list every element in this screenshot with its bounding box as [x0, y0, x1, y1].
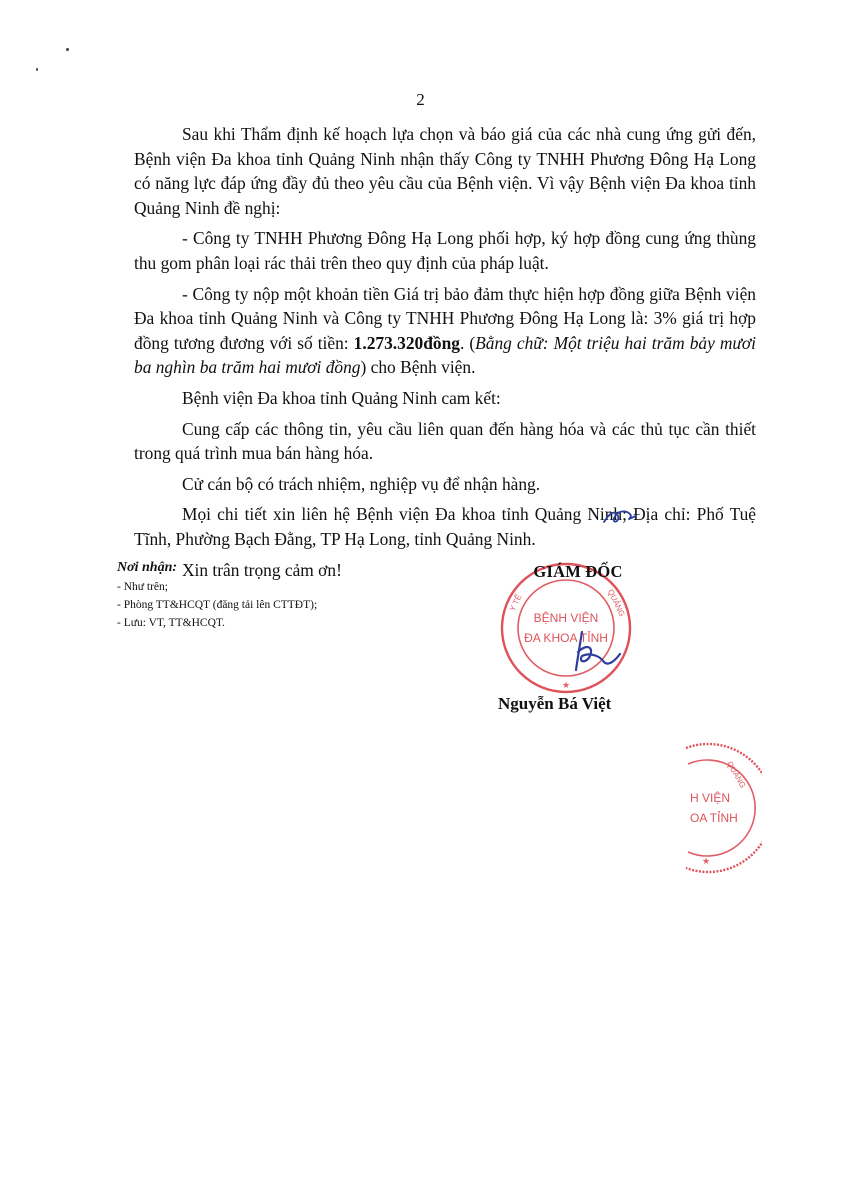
partial-stamp-star-icon: ★: [702, 856, 711, 866]
recipients-block: [117, 560, 417, 632]
partial-stamp-line-1: H VIỆN: [690, 791, 731, 805]
page-number: 2: [416, 90, 425, 109]
paragraph-commitment: Bệnh viện Đa khoa tỉnh Quảng Ninh cam kết:: [182, 387, 501, 408]
letter-body: [134, 122, 756, 588]
paragraph-guarantee: [134, 282, 756, 380]
stamp-line-2: ĐA KHOA TỈNH: [524, 631, 608, 645]
recipient-item: - Lưu: VT, TT&HCQT.: [117, 617, 225, 629]
handwritten-signature: [560, 626, 630, 676]
partial-stamp: [662, 740, 762, 876]
paragraph-contract-request: - Công ty TNHH Phương Đông Hạ Long phối hợp, ký hợp đồng cung ứng thùng thu gom phân loại rác thải trên theo quy định của pháp luật.: [134, 228, 756, 273]
recipients-title: Nơi nhận:: [117, 560, 178, 575]
stamp-ring-top: QUẢNG: [605, 587, 627, 619]
signature-block: [478, 556, 678, 582]
recipient-item: - Như trên;: [117, 581, 168, 593]
guarantee-amount-words: Bằng chữ: Một triệu hai trăm bảy mươi ba nghìn ba trăm hai mươi đồng: [134, 332, 756, 378]
recipient-item: - Phòng TT&HCQT (đăng tải lên CTTĐT);: [117, 599, 318, 611]
scan-speck: [36, 68, 38, 71]
paragraph-thanks: Xin trân trọng cảm ơn!: [182, 559, 342, 580]
guarantee-tail: ) cho Bệnh viện.: [360, 357, 476, 378]
guarantee-amount: 1.273.320đồng: [353, 332, 460, 353]
initial-mark: [600, 504, 640, 528]
paragraph-contact: Mọi chi tiết xin liên hệ Bệnh viện Đa khoa tỉnh Quảng Ninh; Địa chỉ: Phố Tuệ Tĩnh, Phường Bạch Đằng, TP Hạ Long, tỉnh Quảng Ninh.: [134, 504, 756, 549]
partial-stamp-line-2: OA TỈNH: [690, 811, 738, 825]
signature-title: GIÁM ĐỐC: [533, 562, 623, 581]
stamp-line-1: BỆNH VIỆN: [533, 611, 599, 625]
paragraph-assign-staff: Cử cán bộ có trách nhiệm, nghiệp vụ để nhận hàng.: [182, 473, 541, 494]
partial-stamp-ring: QUẢNG: [724, 759, 748, 790]
paragraph-assessment: Sau khi Thẩm định kế hoạch lựa chọn và báo giá của các nhà cung ứng gửi đến, Bệnh viện Đa khoa tỉnh Quảng Ninh nhận thấy Công ty TNHH Phương Đông Hạ Long có năng lực đáp ứng đầy đủ theo yêu cầu của Bệnh viện. Vì vậy Bệnh viện Đa khoa tỉnh Quảng Ninh đề nghị:: [134, 124, 756, 218]
scan-speck: [66, 48, 69, 51]
recipients-list: [117, 578, 417, 632]
signer-name: Nguyễn Bá Việt: [498, 694, 612, 713]
guarantee-text: - Công ty nộp một khoản tiền Giá trị bảo đảm thực hiện hợp đồng giữa Bệnh viện Đa khoa tỉnh Quảng Ninh và Công ty TNHH Phương Đông Hạ Long là: 3% giá trị hợp đồng tương đương với số tiền:: [134, 283, 756, 353]
stamp-star-icon: ★: [561, 680, 571, 690]
stamp-ring-left: Y TẾ: [507, 593, 524, 613]
paragraph-provide-info: Cung cấp các thông tin, yêu cầu liên quan đến hàng hóa và các thủ tục cần thiết trong quá trình mua bán hàng hóa.: [134, 418, 756, 464]
guarantee-punct: . (: [459, 332, 476, 353]
